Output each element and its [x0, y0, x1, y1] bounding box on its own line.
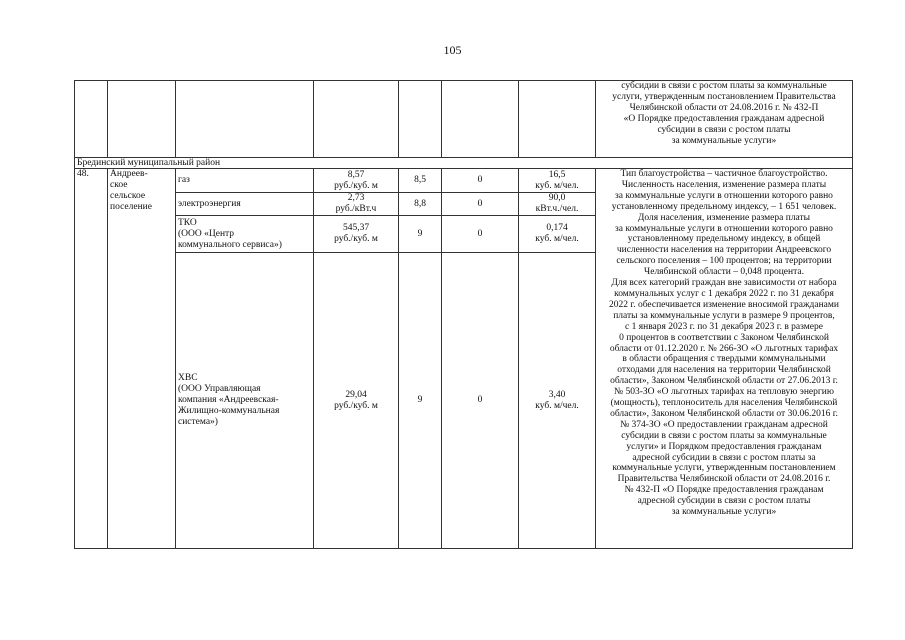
norm-cell [519, 216, 596, 253]
note-line: Доля населения, изменение размера платы [637, 212, 811, 223]
note-line: Правительства Челябинской области от 24.08.2016 г. [617, 474, 831, 485]
cell-empty [75, 81, 108, 158]
tariff-cell [314, 193, 399, 216]
note-line: в области обращения с твердыми коммунальными [622, 354, 826, 365]
note-line: (мощность), теплоноситель для населения Челябинской [610, 398, 838, 409]
settlement-line: сельское [110, 190, 146, 201]
note-line: платы за коммунальные услуги в размере 9 процентов, [613, 310, 835, 321]
index-cell: 8,5 [399, 169, 442, 193]
norm-unit: кВт.ч./чел. [535, 204, 579, 214]
note-line: Челябинской области от 24.08.2016 г. № 432-П [629, 103, 819, 113]
note-line: области от 01.12.2020 г. № 266-ЗО «О льготных тарифах [609, 343, 839, 354]
tariff-value: 545,37 [342, 223, 370, 234]
note-line: № 503-ЗО «О льготных тарифах на тепловую энергию [614, 387, 834, 398]
note-line: отходами для населения на территории Челябинской [617, 365, 831, 376]
tariff-cell [314, 253, 399, 549]
note-line: 0 процентов в соответствии с Законом Челябинской [619, 332, 829, 343]
note-line: установленному предельному индексу, в общей [627, 234, 821, 245]
note-line: за коммунальные услуги» [671, 136, 777, 146]
note-line: области», Законом Челябинской области от 27.06.2013 г. [610, 376, 838, 387]
norm-value: 0,174 [546, 223, 568, 234]
row-number: 48. [75, 169, 108, 549]
note-line: численности населения на территории Андреевского [616, 245, 832, 256]
settlement-line: ское [110, 179, 128, 190]
tariff-unit: руб./куб. м [334, 180, 378, 191]
note-line: услуги» и Порядком предоставления гражданам [626, 441, 822, 452]
note-line: Челябинской области – 0,048 процента. [644, 267, 804, 278]
service-line: (ООО Управляющая [178, 384, 261, 394]
deviation-cell: 0 [442, 193, 519, 216]
note-line: «О Порядке предоставления гражданам адресной [623, 114, 825, 124]
note-line: за коммунальные услуги в отношении которого равно [615, 190, 833, 201]
note-lines [598, 169, 850, 518]
continuation-row [75, 81, 853, 158]
tariff-value: 29,04 [345, 389, 367, 400]
note-line: за коммунальные услуги в отношении которого равно [615, 223, 833, 234]
norm-value: 90,0 [548, 193, 566, 204]
previous-note [596, 81, 853, 158]
index-cell: 9 [399, 216, 442, 253]
norm-unit: куб. м/чел. [535, 400, 579, 411]
index-cell: 9 [399, 253, 442, 549]
service-name [176, 169, 314, 193]
note-line: коммунальных услуг с 1 декабря 2022 г. по 31 декабря [614, 288, 834, 299]
note-line: адресной субсидии в связи с ростом платы [637, 496, 811, 507]
note-line: Численность населения, изменение размера платы [621, 179, 827, 190]
norm-cell [519, 193, 596, 216]
tariff-unit: руб./куб. м [334, 400, 378, 411]
tariff-value: 2,73 [347, 193, 365, 204]
tariff-cell [314, 169, 399, 193]
service-line: ТКО [178, 217, 197, 228]
service-line: Жилищно-коммунальная [178, 406, 280, 416]
settlement-line: Андреев- [110, 169, 148, 179]
tariff-unit: руб./куб. м [334, 234, 378, 244]
index-cell: 8,8 [399, 193, 442, 216]
note-line: с 1 января 2023 г. по 31 декабря 2023 г. в размере [625, 321, 823, 332]
cell-empty [176, 81, 314, 158]
tariff-table [74, 80, 853, 549]
note-line: услуги, утвержденным постановлением Правительства [612, 92, 836, 102]
note-line: № 432-П «О Порядке предоставления гражданам [624, 485, 824, 496]
service-line: система») [178, 417, 218, 427]
norm-unit: куб. м/чел. [535, 180, 579, 191]
norm-value: 3,40 [548, 389, 566, 400]
page-number: 105 [443, 43, 462, 57]
note-line: адресной субсидии в связи с ростом платы за [632, 452, 816, 463]
deviation-cell: 0 [442, 169, 519, 193]
norm-unit: куб. м/чел. [535, 234, 579, 244]
cell-empty [519, 81, 596, 158]
note-line: Для всех категорий граждан вне зависимости от набора [611, 278, 837, 289]
note-line: субсидии в связи с ростом платы за коммунальные [621, 81, 827, 91]
service-name [176, 216, 314, 253]
tariff-value: 8,57 [347, 169, 365, 180]
settlement-name [108, 169, 176, 549]
note-line: за коммунальные услуги» [671, 507, 777, 518]
cell-empty [399, 81, 442, 158]
norm-value: 16,5 [548, 169, 566, 180]
norm-cell [519, 253, 596, 549]
note-line: сельского поселения – 100 процентов; на территории [616, 256, 832, 267]
cell-empty [314, 81, 399, 158]
service-line: ХВС [178, 373, 198, 383]
deviation-cell: 0 [442, 216, 519, 253]
service-row [75, 169, 853, 193]
district-row [75, 158, 853, 169]
service-name [176, 193, 314, 216]
note-line: коммунальные услуги, утвержденным постановлением [612, 463, 836, 474]
note-line: установленному предельному индексу, – 1 651 человек. [611, 201, 837, 212]
service-line: компания «Андреевская- [178, 395, 279, 405]
tariff-unit: руб./кВт.ч [335, 204, 377, 214]
district-name: Брединский муниципальный район [75, 158, 853, 169]
cell-empty [108, 81, 176, 158]
tariff-cell [314, 216, 399, 253]
note-cell [596, 169, 853, 549]
settlement-line: поселение [110, 201, 152, 212]
note-line: 2022 г. обеспечивается изменение вносимой гражданами [609, 299, 839, 310]
note-line: субсидии в связи с ростом платы за коммунальные [621, 430, 827, 441]
deviation-cell: 0 [442, 253, 519, 549]
service-line: газ [178, 175, 190, 185]
service-name [176, 253, 314, 549]
service-line: (ООО «Центр [178, 228, 235, 239]
service-line: электроэнергия [178, 198, 241, 209]
note-line: области», Законом Челябинской области от 30.06.2016 г. [610, 408, 838, 419]
service-line: коммунального сервиса») [178, 239, 282, 250]
norm-cell [519, 169, 596, 193]
note-line: субсидии в связи с ростом платы [657, 125, 791, 135]
note-line: Тип благоустройства – частичное благоустройство. [620, 169, 828, 179]
cell-empty [442, 81, 519, 158]
note-line: № 374-ЗО «О предоставлении гражданам адресной [620, 419, 828, 430]
